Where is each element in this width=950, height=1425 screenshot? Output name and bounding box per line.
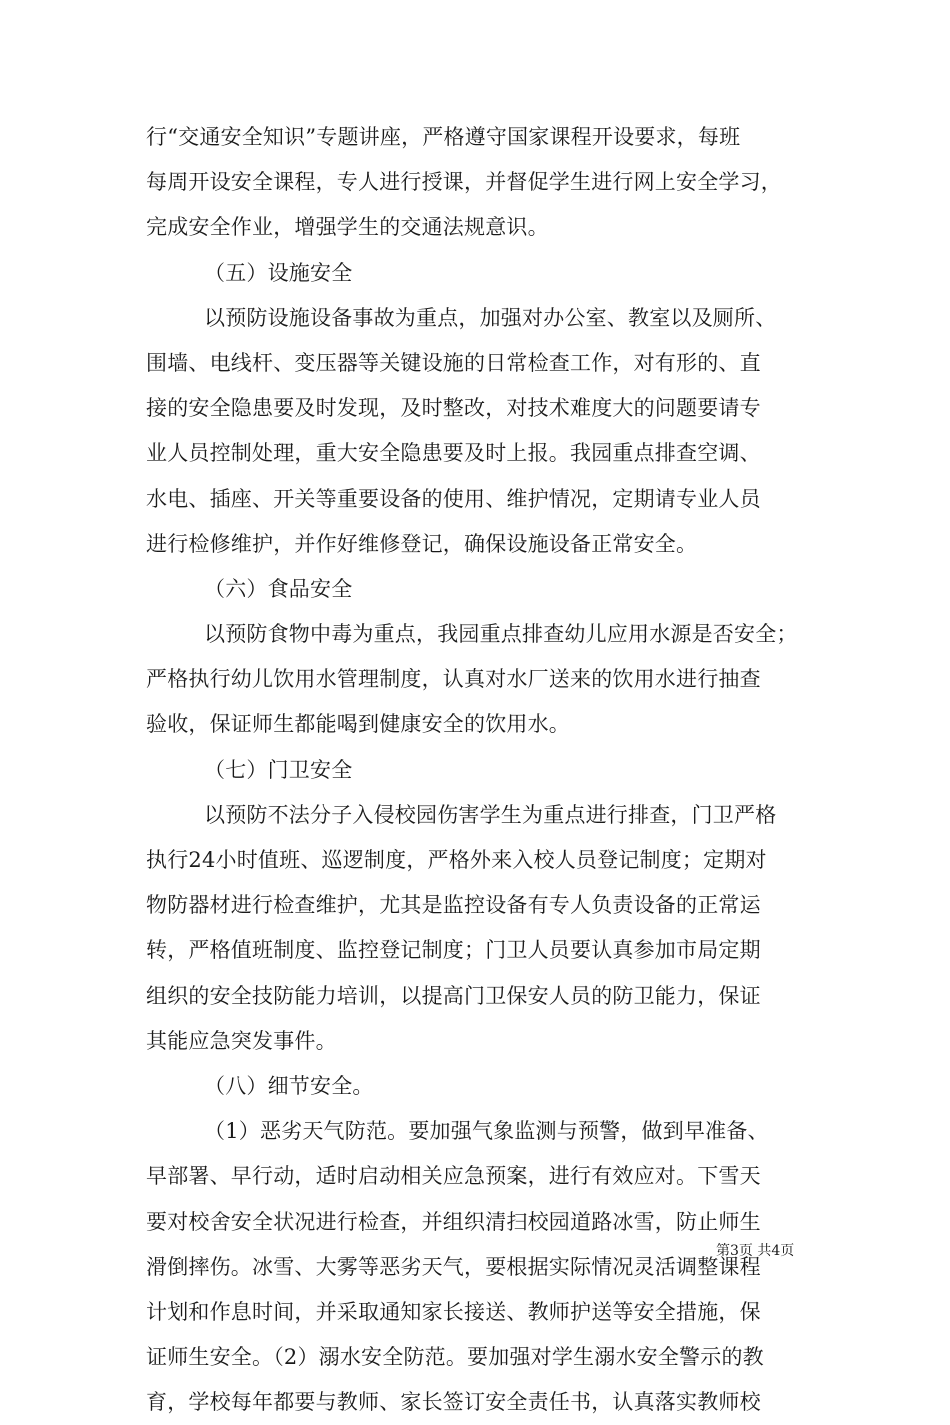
body-text-line: 接的安全隐患要及时发现，及时整改，对技术难度大的问题要请专: [146, 396, 761, 421]
body-text-line: 早部署、早行动，适时启动相关应急预案，进行有效应对。下雪天: [146, 1164, 761, 1189]
body-text-line: 计划和作息时间，并采取通知家长接送、教师护送等安全措施，保: [146, 1299, 761, 1324]
body-text-line: 其能应急突发事件。: [146, 1028, 337, 1053]
section-heading-detail-safety: （八）细节安全。: [204, 1073, 374, 1098]
paragraph-first-line: 以预防不法分子入侵校园伤害学生为重点进行排查，门卫严格: [204, 802, 777, 827]
body-text-line: 围墙、电线杆、变压器等关键设施的日常检查工作，对有形的、直: [146, 350, 761, 375]
body-text-line: 组织的安全技防能力培训，以提高门卫保安人员的防卫能力，保证: [146, 983, 761, 1008]
body-text-line: 行“交通安全知识”专题讲座，严格遵守国家课程开设要求，每班: [146, 125, 741, 149]
body-text-line: 严格执行幼儿饮用水管理制度，认真对水厂送来的饮用水进行抽查: [146, 667, 761, 692]
body-text-line: 水电、插座、开关等重要设备的使用、维护情况，定期请专业人员: [146, 486, 761, 511]
section-heading-food-safety: （六）食品安全: [204, 576, 353, 601]
body-text-line: 转，严格值班制度、监控登记制度；门卫人员要认真参加市局定期: [146, 938, 761, 963]
body-text-line: 完成安全作业，增强学生的交通法规意识。: [146, 215, 549, 240]
section-heading-gate-safety: （七）门卫安全: [204, 757, 353, 782]
paragraph-first-line: （1）恶劣天气防范。要加强气象监测与预警，做到早准备、: [204, 1119, 769, 1144]
page-number-indicator: 第3页 共4页: [716, 1243, 795, 1259]
body-text-line: 滑倒摔伤。冰雪、大雾等恶劣天气，要根据实际情况灵活调整课程: [146, 1254, 761, 1279]
body-text-line: 育，学校每年都要与教师、家长签订安全责任书，认真落实教师校: [146, 1390, 761, 1415]
body-text-line: 业人员控制处理，重大安全隐患要及时上报。我园重点排查空调、: [146, 441, 761, 466]
body-text-line: 验收，保证师生都能喝到健康安全的饮用水。: [146, 712, 570, 737]
document-body: [146, 115, 806, 1425]
body-text-line: 每周开设安全课程，专人进行授课，并督促学生进行网上安全学习，: [146, 170, 782, 195]
body-text-line: 物防器材进行检查维护，尤其是监控设备有专人负责设备的正常运: [146, 893, 761, 918]
section-heading-facility-safety: （五）设施安全: [204, 260, 353, 285]
body-text-line: 执行24小时值班、巡逻制度，严格外来入校人员登记制度；定期对: [146, 848, 767, 872]
paragraph-first-line: 以预防设施设备事故为重点，加强对办公室、教室以及厕所、: [204, 305, 777, 330]
body-text-line: 要对校舍安全状况进行检查，并组织清扫校园道路冰雪，防止师生: [146, 1209, 761, 1234]
body-text-line: 进行检修维护，并作好维修登记，确保设施设备正常安全。: [146, 531, 698, 556]
paragraph-first-line: 以预防食物中毒为重点，我园重点排查幼儿应用水源是否安全；: [204, 622, 798, 647]
body-text-line: 证师生安全。（2）溺水安全防范。要加强对学生溺水安全警示的教: [146, 1345, 764, 1370]
